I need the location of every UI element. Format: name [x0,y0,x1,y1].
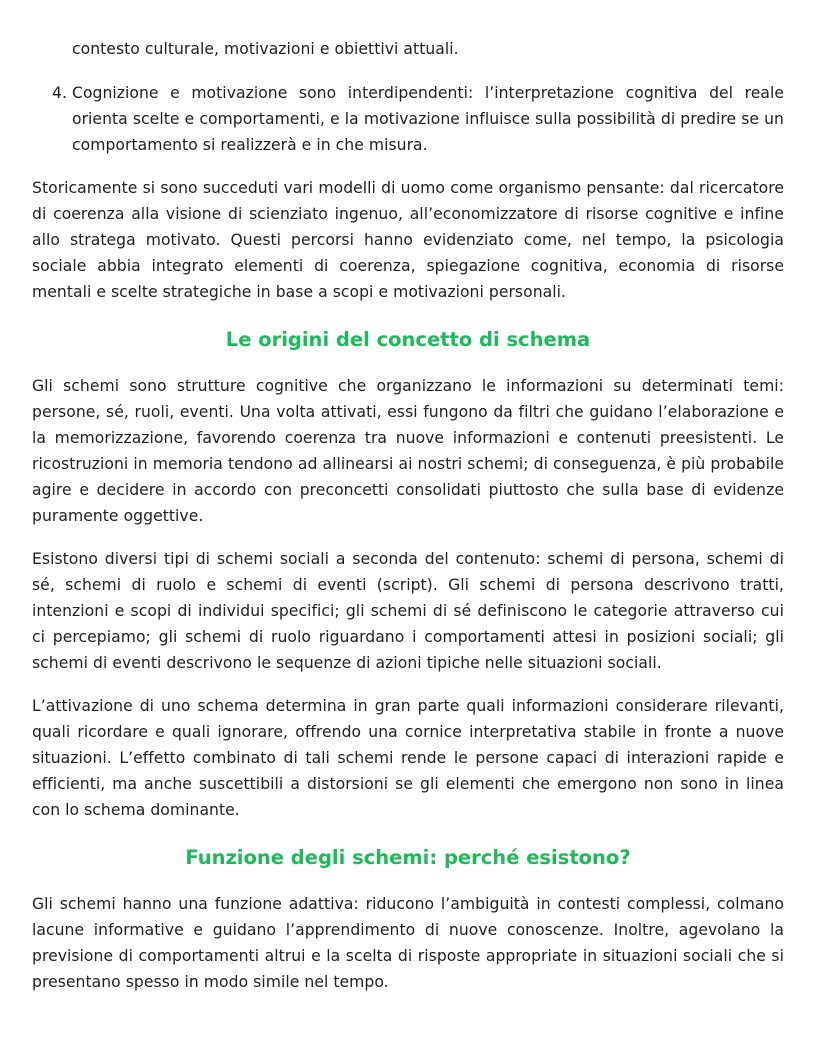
numbered-list [32,80,784,158]
paragraph-function-1: Gli schemi hanno una funzione adattiva: riducono l’ambiguità in contesti complessi, colmano lacune informative e guidano l’apprendimento di nuove conoscenze. Inoltre, agevolano la previsione di comportamenti altrui e la scelta di risposte appropriate in situazioni sociali che si presentano spesso in modo simile nel tempo. [32,895,784,991]
heading-function: Funzione degli schemi: perché esistono? [185,846,631,869]
paragraph-origins-2: Esistono diversi tipi di schemi sociali a seconda del contenuto: schemi di persona, schemi di sé, schemi di ruolo e schemi di eventi (script). Gli schemi di persona descrivono tratti, intenzioni e scopi di individui specifici; gli schemi di sé definiscono le categorie attraverso cui ci percepiamo; gli schemi di ruolo riguardano i comportamenti attesi in posizioni sociali; gli schemi di eventi descrivono le sequenze di azioni tipiche nelle situazioni sociali. [32,550,784,672]
paragraph-origins-1: Gli schemi sono strutture cognitive che organizzano le informazioni su determinati temi: persone, sé, ruoli, eventi. Una volta attivati, essi fungono da filtri che guidano l’elaborazione e la memorizzazione, favorendo coerenza tra nuove informazioni e contenuti preesistenti. Le ricostruzioni in memoria tendono ad allinearsi ai nostri schemi; di conseguenza, è più probabile agire e decidere in accordo con preconcetti consolidati piuttosto che sulla base di evidenze puramente oggettive. [32,377,784,525]
list-item-4: 4. Cognizione e motivazione sono interdipendenti: l’interpretazione cognitiva del reale orienta scelte e comportamenti, e la motivazione influisce sulla possibilità di predire se un comportamento si realizzerà e in che misura. [72,80,784,158]
paragraph-models: Storicamente si sono succeduti vari modelli di uomo come organismo pensante: dal ricercatore di coerenza alla visione di scienziato ingenuo, all’economizzatore di risorse cognitive e infine allo stratega motivato. Questi percorsi hanno evidenziato come, nel tempo, la psicologia sociale abbia integrato elementi di coerenza, spiegazione cognitiva, economia di risorse mentali e scelte strategiche in base a scopi e motivazioni personali. [32,179,784,301]
paragraph-origins-3: L’attivazione di uno schema determina in gran parte quali informazioni considerare rilevanti, quali ricordare e quali ignorare, offrendo una cornice interpretativa stabile in fronte a nuove situazioni. L’effetto combinato di tali schemi rende le persone capaci di interazioni rapide e efficienti, ma anche suscettibili a distorsioni se gli elementi che emergono non sono in linea con lo schema dominante. [32,697,784,819]
heading-origins: Le origini del concetto di schema [225,328,591,351]
list-item-continuation: contesto culturale, motivazioni e obiettivi attuali. [72,40,459,58]
